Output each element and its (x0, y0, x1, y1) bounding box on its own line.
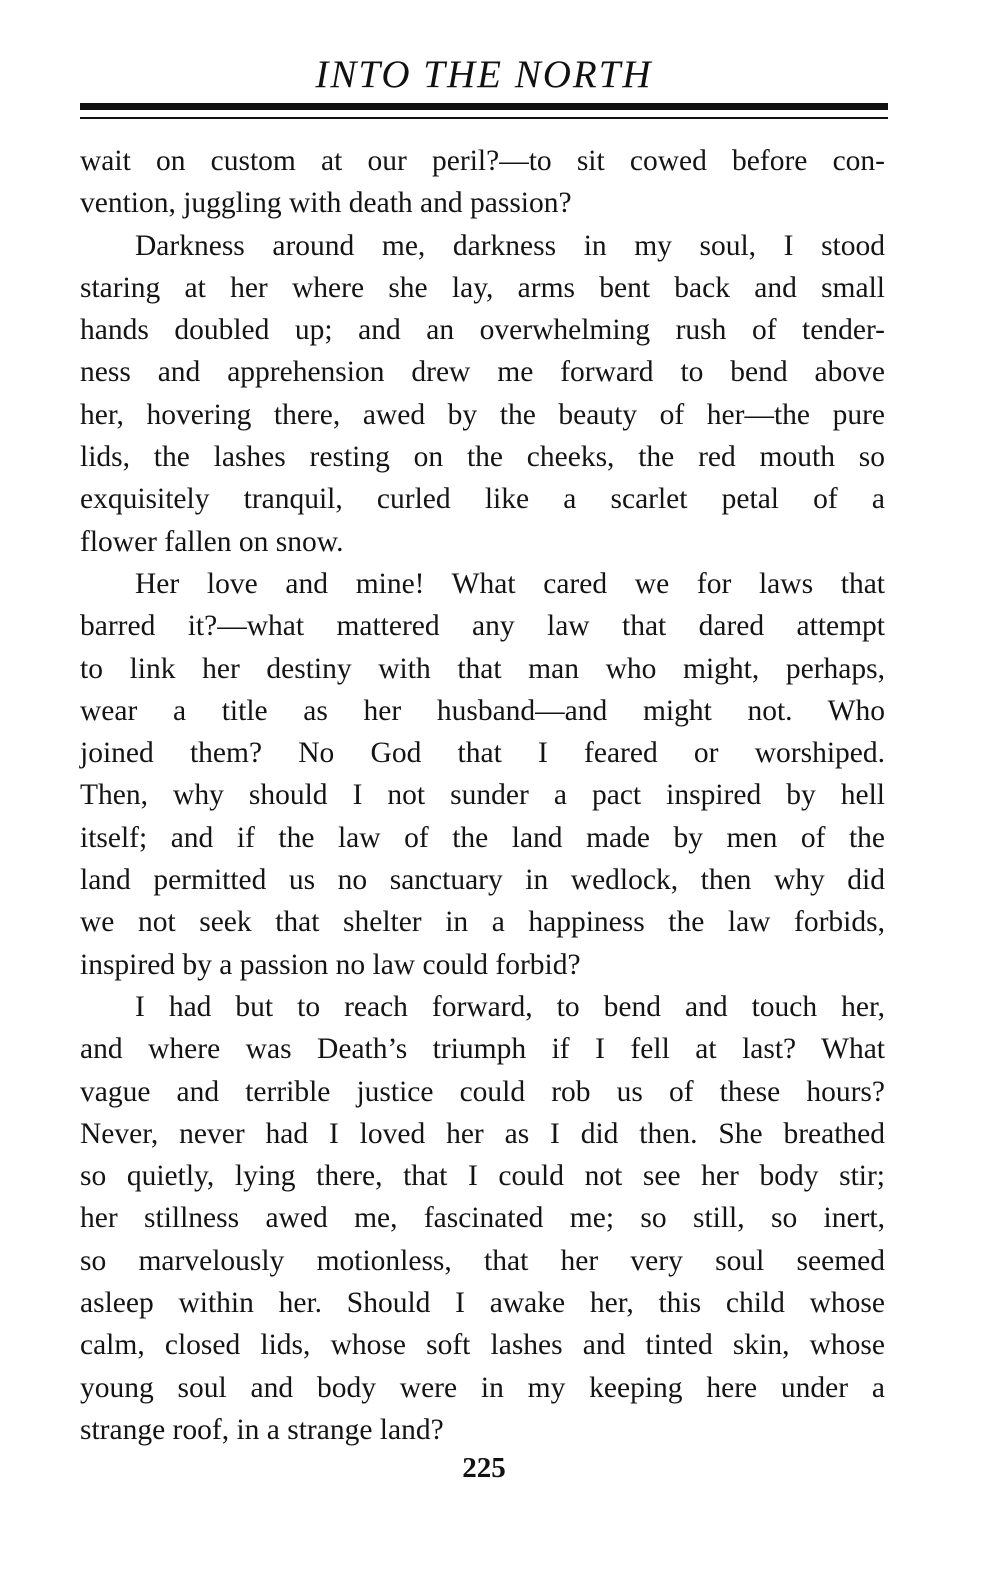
text-line: inspired by a passion no law could forbid? (80, 948, 581, 981)
text-line: and where was Death’s triumph if I fell at last? What (80, 1033, 885, 1066)
text-line: her stillness awed me, fascinated me; so still, so inert, (80, 1202, 885, 1235)
text-line: calm, closed lids, whose soft lashes and tinted skin, whose (80, 1329, 885, 1362)
paragraph-start-line: Darkness around me, darkness in my soul, I stood (135, 229, 885, 262)
text-line: strange roof, in a strange land? (80, 1413, 444, 1446)
text-line: Then, why should I not sunder a pact inspired by hell (80, 779, 885, 812)
text-line: hands doubled up; and an overwhelming rush of tender- (80, 314, 885, 347)
text-line: we not seek that shelter in a happiness the law forbids, (80, 906, 885, 939)
text-line: joined them? No God that I feared or worshiped. (80, 737, 885, 770)
text-line: young soul and body were in my keeping here under a (80, 1371, 885, 1404)
text-line: land permitted us no sanctuary in wedlock, then why did (80, 864, 885, 897)
text-line: exquisitely tranquil, curled like a scarlet petal of a (80, 483, 885, 516)
page-number: 225 (462, 1452, 506, 1484)
text-line: so marvelously motionless, that her very soul seemed (80, 1244, 885, 1277)
text-line: lids, the lashes resting on the cheeks, the red mouth so (80, 441, 885, 474)
text-line: wait on custom at our peril?—to sit cowed before con- (80, 145, 885, 177)
text-line: ness and apprehension drew me forward to bend above (80, 356, 885, 389)
text-line: asleep within her. Should I awake her, this child whose (80, 1287, 885, 1320)
text-line: vention, juggling with death and passion? (80, 187, 572, 220)
text-line: wear a title as her husband—and might not. Who (80, 694, 885, 727)
text-line: flower fallen on snow. (80, 525, 344, 558)
text-line: itself; and if the law of the land made by men of the (80, 821, 885, 854)
text-line: her, hovering there, awed by the beauty of her—the pure (80, 398, 885, 431)
text-line: Never, never had I loved her as I did then. She breathed (80, 1117, 885, 1150)
paragraph-start-line: Her love and mine! What cared we for laws that (135, 567, 885, 600)
text-line: so quietly, lying there, that I could not see her body stir; (80, 1160, 885, 1193)
body-text (80, 140, 885, 1451)
header-rule-thin (80, 117, 888, 119)
running-head-title: INTO THE NORTH (315, 53, 653, 96)
header-rule-thick (80, 103, 888, 110)
text-line: vague and terrible justice could rob us of these hours? (80, 1075, 885, 1108)
text-line: to link her destiny with that man who might, perhaps, (80, 652, 885, 685)
text-line: barred it?—what mattered any law that dared attempt (80, 610, 885, 643)
text-line: staring at her where she lay, arms bent back and small (80, 271, 885, 304)
paragraph-start-line: I had but to reach forward, to bend and touch her, (135, 990, 885, 1023)
